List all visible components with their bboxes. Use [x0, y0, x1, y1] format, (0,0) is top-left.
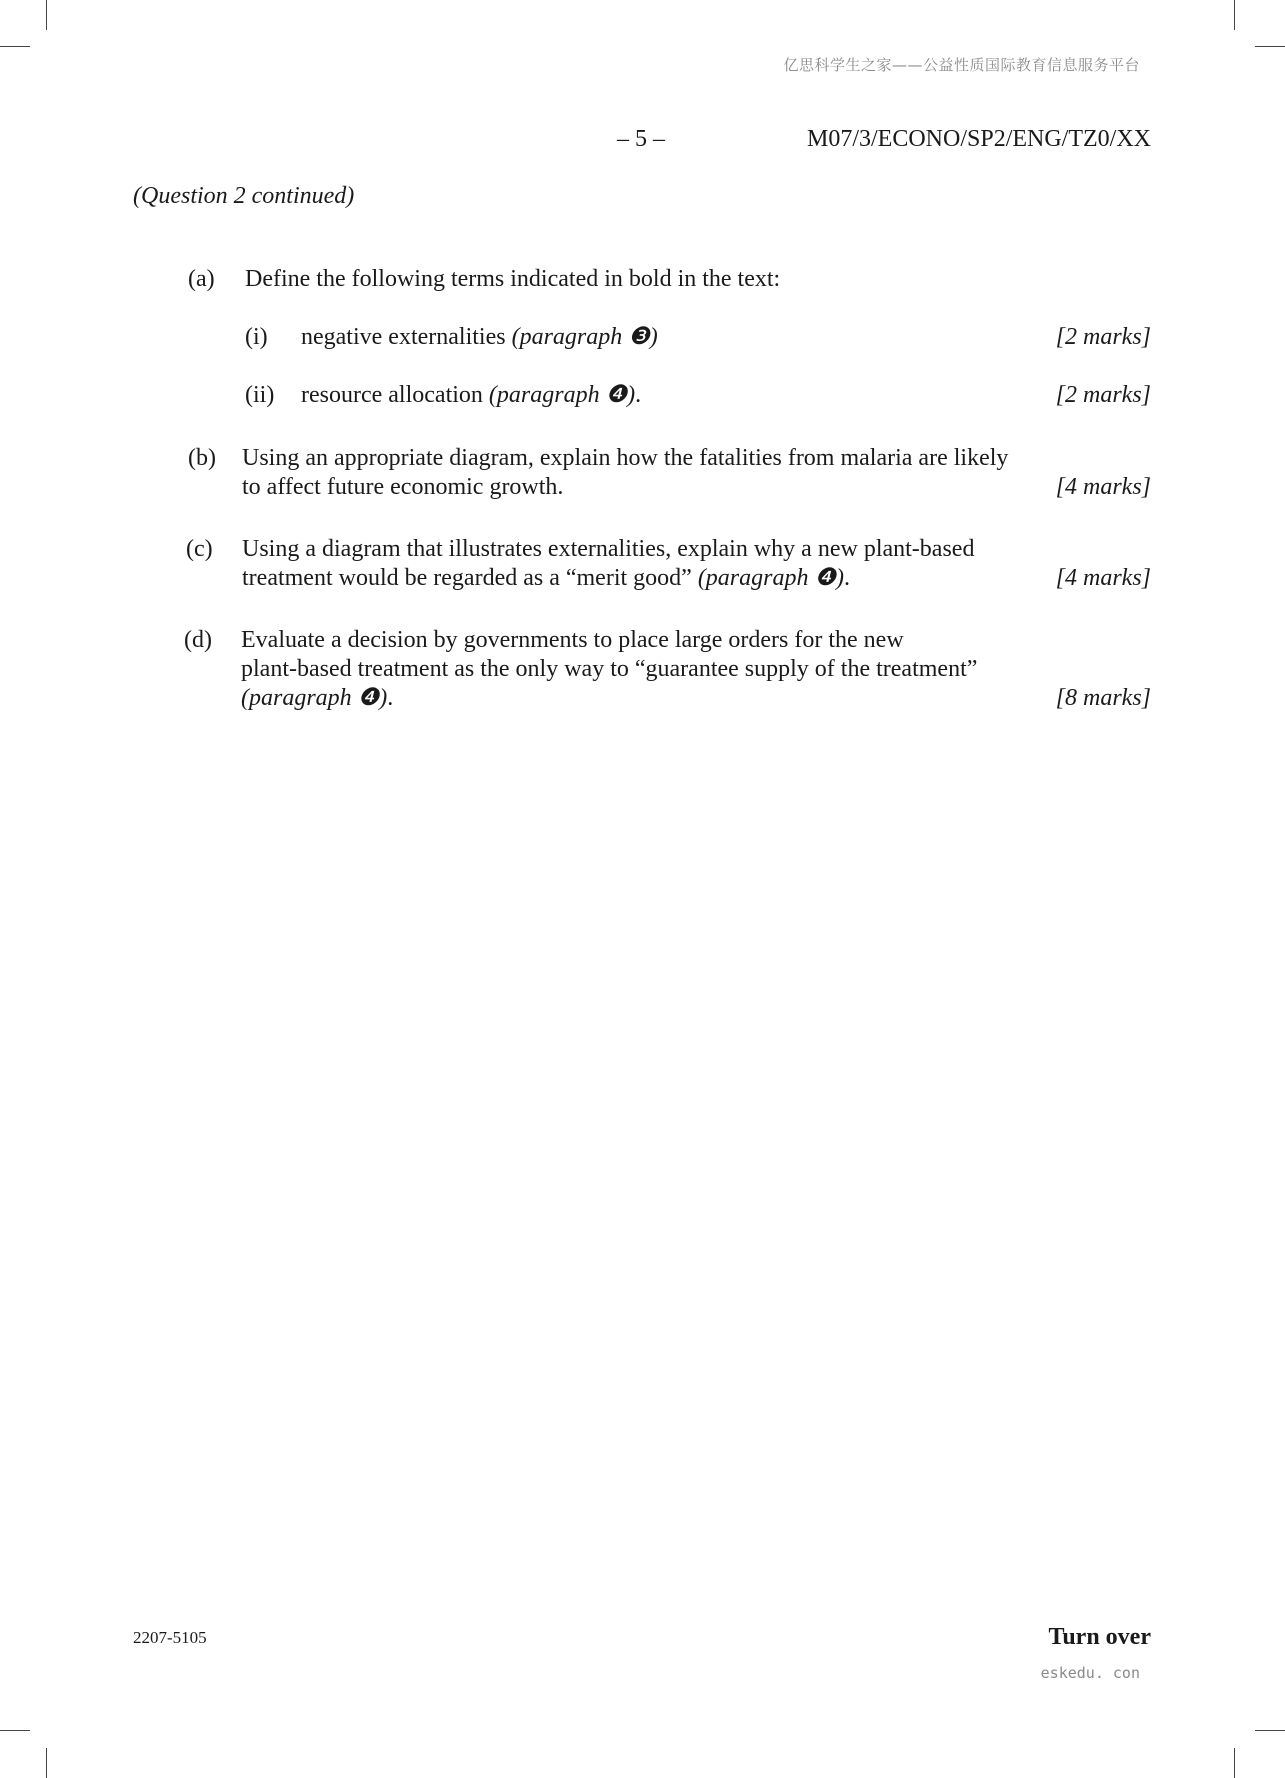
question-continued-note: (Question 2 continued)	[133, 183, 355, 209]
paragraph-reference: (paragraph ❸)	[511, 324, 658, 350]
question-a-text: Define the following terms indicated in bold in the text:	[245, 266, 781, 292]
crop-mark	[0, 1730, 30, 1731]
question-c-line-2: treatment would be regarded as a “merit good”	[242, 565, 698, 591]
question-a-ii-label: (ii)	[245, 382, 275, 408]
crop-mark	[1255, 46, 1285, 47]
question-a	[0, 265, 1285, 295]
question-b-text	[242, 444, 1010, 502]
page-number: – 5 –	[617, 126, 665, 152]
question-a-i-label: (i)	[245, 324, 268, 350]
crop-mark	[46, 0, 47, 30]
paragraph-reference: (paragraph ❹)	[488, 382, 636, 408]
watermark-top: 亿思科学生之家——公益性质国际教育信息服务平台	[783, 56, 1140, 74]
question-d-line-3-wrap	[241, 684, 1010, 713]
paper-code: M07/3/ECONO/SP2/ENG/TZ0/XX	[806, 126, 1151, 152]
watermark-bottom: eskedu. con	[1040, 1664, 1140, 1682]
marks-label: [8 marks]	[1055, 685, 1151, 711]
marks-label: [2 marks]	[1055, 324, 1151, 350]
sentence-end: .	[635, 382, 642, 408]
question-c-line-2-wrap	[242, 564, 1010, 593]
question-b	[0, 444, 1285, 504]
question-a-label: (a)	[188, 266, 215, 292]
question-a-i-text: negative externalities	[301, 324, 512, 350]
question-c	[0, 535, 1285, 595]
crop-mark	[46, 1748, 47, 1778]
question-d	[0, 626, 1285, 716]
question-c-text	[242, 535, 1010, 593]
question-c-label: (c)	[186, 536, 213, 562]
crop-mark	[1255, 1730, 1285, 1731]
crop-mark	[0, 46, 30, 47]
marks-label: [4 marks]	[1055, 474, 1151, 500]
paragraph-reference: (paragraph ❹)	[241, 685, 388, 711]
footer-code: 2207-5105	[133, 1628, 207, 1647]
question-d-line-1: Evaluate a decision by governments to place large orders for the new	[241, 627, 904, 653]
question-d-line-2: plant-based treatment as the only way to “guarantee supply of the treatment”	[241, 656, 978, 682]
question-a-i	[0, 323, 1285, 353]
question-b-line-1: Using an appropriate diagram, explain how the fatalities from malaria are likely	[242, 445, 1009, 471]
question-a-ii	[0, 381, 1285, 411]
question-a-i-body	[301, 323, 658, 352]
question-a-ii-text: resource allocation	[301, 382, 489, 408]
marks-label: [2 marks]	[1055, 382, 1151, 408]
sentence-end: .	[387, 685, 394, 711]
marks-label: [4 marks]	[1055, 565, 1151, 591]
question-c-line-1: Using a diagram that illustrates externalities, explain why a new plant-based	[242, 536, 975, 562]
question-d-text	[241, 626, 1010, 713]
question-b-label: (b)	[188, 445, 216, 471]
crop-mark	[1234, 0, 1235, 30]
crop-mark	[1234, 1748, 1235, 1778]
question-a-ii-body	[301, 381, 641, 410]
question-b-line-2: to affect future economic growth.	[242, 474, 564, 500]
sentence-end: .	[844, 565, 850, 591]
paragraph-reference: (paragraph ❹)	[697, 565, 844, 591]
turn-over-label: Turn over	[1048, 1624, 1151, 1650]
question-d-label: (d)	[184, 627, 212, 653]
